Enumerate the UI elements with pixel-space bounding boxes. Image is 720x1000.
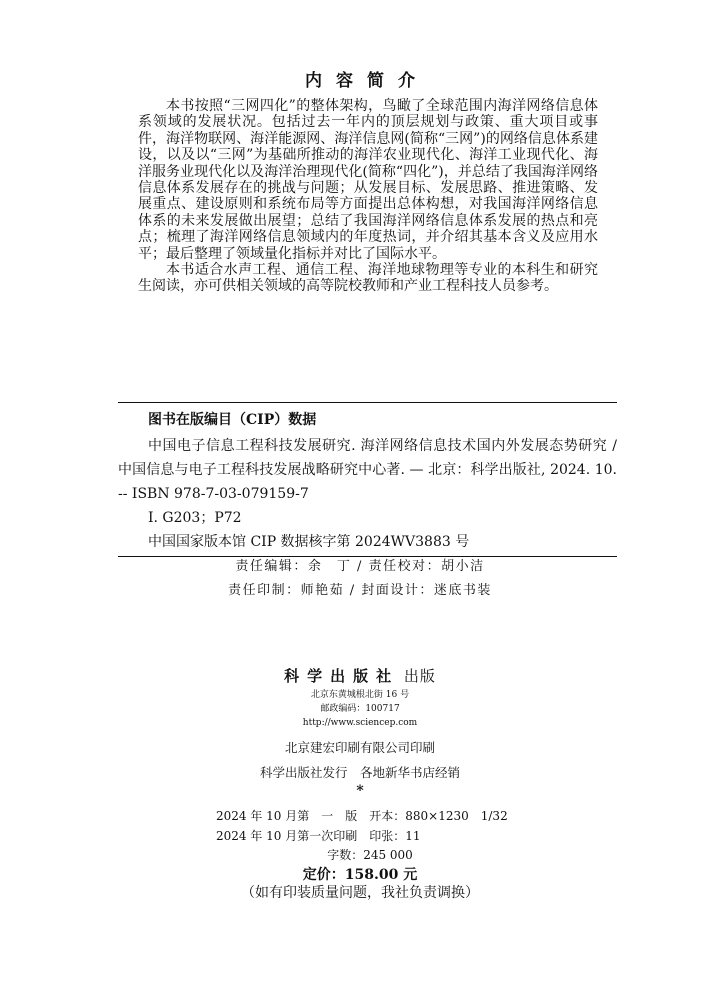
edition-specs: [216, 806, 508, 846]
summary-body: [138, 98, 598, 295]
cip-block: [118, 402, 617, 557]
cip-classification: Ⅰ. G203；P72: [148, 510, 242, 526]
cip-record-number: 中国国家版本馆 CIP 数据核字第 2024WV3883 号: [148, 534, 470, 550]
publisher-address: 北京东黄城根北街 16 号: [310, 690, 410, 700]
price: 定价：158.00 元: [302, 867, 418, 883]
quality-note: （如有印装质量问题，我社负责调换）: [241, 885, 479, 901]
publisher-suffix: 出版: [403, 667, 436, 685]
editor-credits: 责任编辑：余 丁 / 责任校对：胡小洁: [235, 559, 485, 574]
issuer-line: 科学出版社发行 各地新华书店经销: [259, 765, 460, 780]
cip-entry: 中国电子信息工程科技发展研究. 海洋网络信息技术国内外发展态势研究 / 中国信息与电子工程科技发展战略研究中心著. — 北京：科学出版社, 2024. 10. -- ISBN 978-7-03-079159-7: [118, 438, 617, 502]
summary-paragraph-1: 本书按照“三网四化”的整体架构，鸟瞰了全球范围内海洋网络信息体系领域的发展状况。包括过去一年内的顶层规划与政策、重大项目或事件，海洋物联网、海洋能源网、海洋信息网(简称“三网”)的网络信息体系建设，以及以“三网”为基础所推动的海洋农业现代化、海洋工业现代化、海洋服务业现代化以及海洋治理现代化(简称“四化”)，并总结了我国海洋网络信息体系发展存在的挑战与问题；从发展目标、发展思路、推进策略、发展重点、建设原则和系统布局等方面提出总体构想，对我国海洋网络信息体系的未来发展做出展望；总结了我国海洋网络信息体系发展的热点和亮点；梳理了海洋网络信息领域内的年度热词，并介绍其基本含义及应用水平；最后整理了领域量化指标并对比了国际水平。: [138, 98, 598, 262]
separator-star: *: [356, 783, 364, 799]
publisher-postcode: 邮政编码：100717: [320, 704, 400, 714]
edition-row: 2024 年 10 月第 一 版 开本：880×1230 1/32: [216, 809, 508, 823]
cip-heading: 图书在版编目（CIP）数据: [148, 412, 317, 428]
publisher-url: http://www.sciencep.com: [302, 718, 418, 728]
publisher-name: 科学出版社: [284, 667, 400, 685]
summary-title: 内容简介: [305, 71, 429, 91]
summary-paragraph-2: 本书适合水声工程、通信工程、海洋地球物理等专业的本科生和研究生阅读，亦可供相关领域的高等院校教师和产业工程科技人员参考。: [138, 262, 598, 295]
publisher-line: [0, 665, 720, 686]
word-count: 字数：245 000: [327, 848, 413, 862]
production-credits: 责任印制：师艳茹 / 封面设计：迷底书装: [228, 583, 492, 598]
printer-line: 北京建宏印刷有限公司印刷: [284, 740, 435, 755]
printing-row: 2024 年 10 月第一次印刷 印张：11: [216, 829, 421, 843]
